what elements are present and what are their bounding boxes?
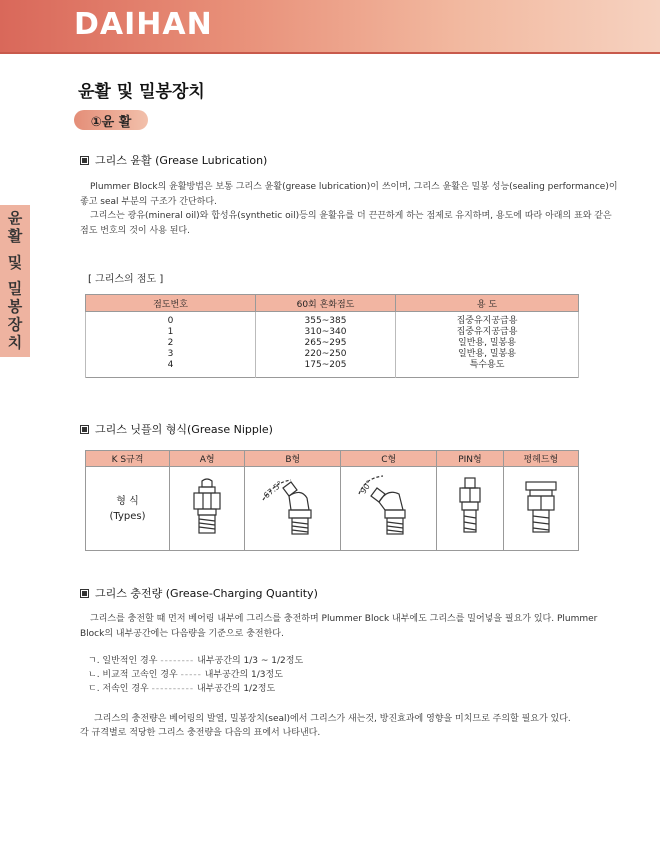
flat-head-nipple-icon	[516, 474, 566, 540]
nipple-header-a: A형	[170, 451, 245, 467]
table-cell: 특수용도	[396, 360, 579, 378]
nipple-pin-cell	[437, 467, 503, 551]
viscosity-table-caption: [ 그리스의 점도 ]	[88, 274, 164, 285]
subsection-pill: ①윤 활	[74, 110, 148, 130]
table-cell: 일반용, 밀봉용	[396, 338, 579, 349]
section-heading-grease-nipple: 그리스 닛플의 형식(Grease Nipple)	[80, 421, 273, 437]
nipple-header-flat: 평헤드형	[503, 451, 578, 467]
b-angle-label: 67.5°	[261, 479, 285, 501]
viscosity-header-number: 점도번호	[86, 295, 256, 312]
header-divider	[0, 52, 660, 54]
type-label-en: (Types)	[109, 510, 146, 522]
nipple-header-pin: PIN형	[437, 451, 503, 467]
list-item: ㄴ. 비교적 고속인 경우 ----- 내부공간의 1/3정도	[88, 670, 283, 680]
b-type-nipple-icon	[261, 474, 325, 540]
pin-type-nipple-icon	[448, 474, 492, 540]
nipple-type-label-cell	[86, 467, 170, 551]
page-header	[0, 0, 660, 52]
table-cell: 220~250	[256, 349, 396, 360]
table-cell: 355~385	[256, 312, 396, 328]
list-item: ㄱ. 일반적인 경우 -------- 내부공간의 1/3 ~ 1/2정도	[88, 656, 304, 666]
intro-paragraph-2: 그리스는 광유(mineral oil)와 합성유(synthetic oil)등의 윤활유를 더 끈끈하게 하는 점제로 유지하며, 용도에 따라 아래의 표와 같은 점도 번호의 것이 사용 된다.	[80, 211, 612, 236]
square-bullet-icon	[80, 425, 89, 434]
nipple-flat-head-cell	[503, 467, 578, 551]
viscosity-header-value: 60회 혼화점도	[256, 295, 396, 312]
intro-paragraph-1: Plummer Block의 윤활방법은 보통 그리스 윤활(grease lubrication)이 쓰이며, 그리스 윤활은 밀봉 성능(sealing performance)이 좋고 seal 부분의 구조가 간단하다.	[80, 182, 618, 207]
nipple-a-cell	[170, 467, 245, 551]
viscosity-table	[85, 294, 579, 378]
charging-list	[88, 654, 303, 696]
table-cell: 집중유지공급용	[396, 312, 579, 328]
type-label: 형 식	[116, 495, 139, 507]
nipple-header-ks: K S규격	[86, 451, 170, 467]
side-tab-label: 윤활 및 밀봉장치	[5, 209, 24, 353]
section-heading-grease-lubrication: 그리스 윤활 (Grease Lubrication)	[80, 152, 267, 168]
nipple-header-c: C형	[341, 451, 437, 467]
table-cell: 4	[86, 360, 256, 378]
charging-paragraph: 그리스를 충전할 때 먼저 베어링 내부에 그리스를 충전하며 Plummer Block 내부에도 그리스를 밀어넣을 필요가 있다. Plummer Block의 내부공간에는 다음량을 기준으로 충전한다.	[80, 614, 598, 639]
nipple-header-b: B형	[245, 451, 341, 467]
square-bullet-icon	[80, 589, 89, 598]
table-cell: 310~340	[256, 327, 396, 338]
section-heading-grease-charging: 그리스 충전량 (Grease-Charging Quantity)	[80, 585, 318, 601]
daihan-logo: DAIHAN	[74, 7, 213, 42]
list-item: ㄷ. 저속인 경우 ---------- 내부공간의 1/2정도	[88, 684, 276, 694]
table-cell: 1	[86, 327, 256, 338]
closing-paragraph-1: 그리스의 충전량은 베어링의 발열, 밀봉장치(seal)에서 그리스가 새는것, 방진효과에 영향을 미치므로 주의할 필요가 있다.	[94, 714, 571, 724]
c-type-nipple-icon	[357, 474, 421, 540]
square-bullet-icon	[80, 156, 89, 165]
table-cell: 0	[86, 312, 256, 328]
table-cell: 2	[86, 338, 256, 349]
viscosity-header-usage: 용 도	[396, 295, 579, 312]
table-cell: 3	[86, 349, 256, 360]
table-cell: 일반용, 밀봉용	[396, 349, 579, 360]
nipple-c-cell	[341, 467, 437, 551]
closing-paragraph-2: 각 규격별로 적당한 그리스 충전량을 다음의 표에서 나타낸다.	[80, 728, 321, 738]
grease-nipple-table	[85, 450, 579, 551]
table-cell: 집중유지공급용	[396, 327, 579, 338]
table-cell: 175~205	[256, 360, 396, 378]
table-cell: 265~295	[256, 338, 396, 349]
page-title: 윤활 및 밀봉장치	[78, 82, 205, 102]
nipple-b-cell	[245, 467, 341, 551]
c-angle-label: 90°	[358, 478, 374, 496]
side-chapter-tab[interactable]	[0, 205, 30, 357]
a-type-nipple-icon	[182, 475, 232, 539]
